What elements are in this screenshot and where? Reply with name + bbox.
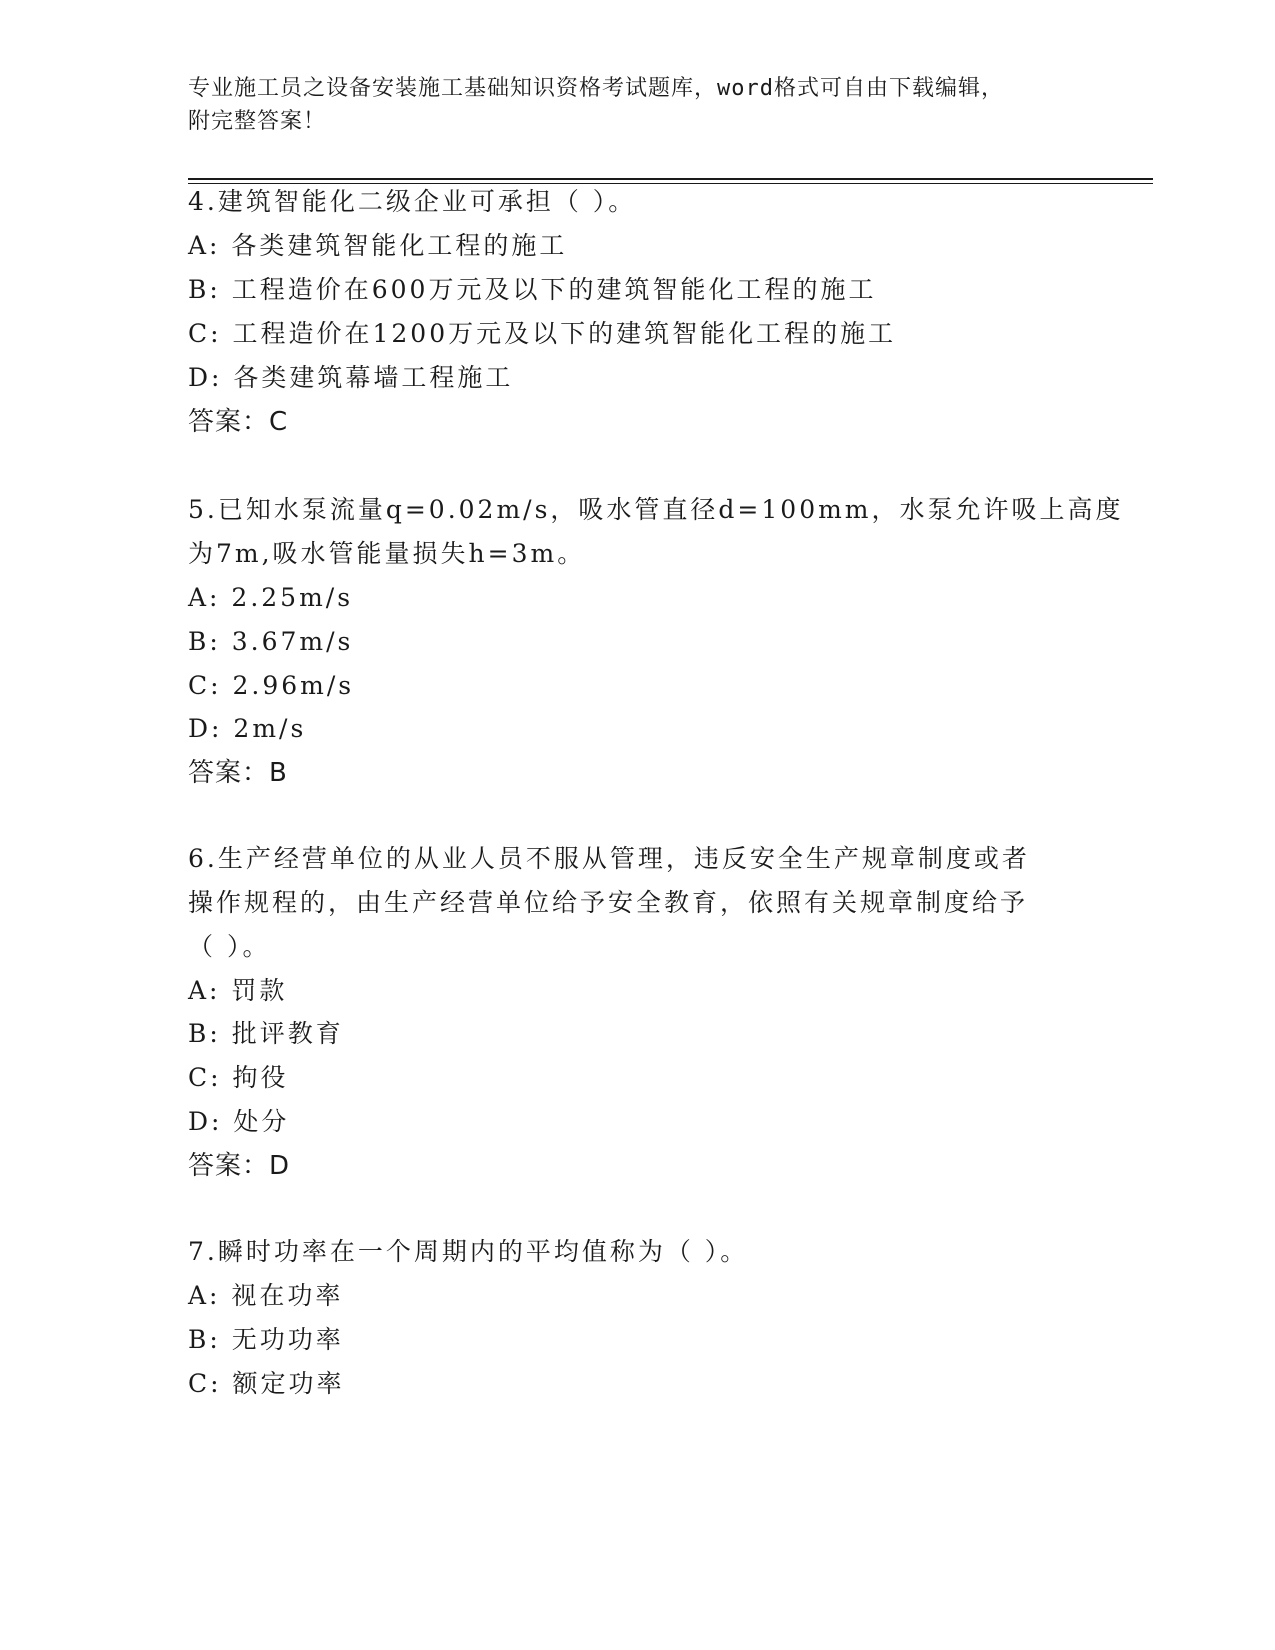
question-6-answer: 答案：D [188,1151,291,1181]
question-7-stem-line-1: 7.瞬时功率在一个周期内的平均值称为（ ）。 [188,1237,749,1266]
question-5-option-c: C: 2.96m/s [188,671,355,700]
question-4-option-c: C: 工程造价在1200万元及以下的建筑智能化工程的施工 [188,319,897,348]
question-5-option-d: D: 2m/s [188,714,307,743]
question-5-stem-line-1: 5.已知水泵流量q=0.02m/s，吸水管直径d=100mm，水泵允许吸上高度 [188,495,1124,524]
question-5-stem-line-2: 为7m,吸水管能量损失h=3m。 [188,539,586,568]
question-6-option-b: B: 批评教育 [188,1019,344,1048]
question-6-option-c: C: 拘役 [188,1063,289,1092]
header-divider-thin [188,183,1153,184]
question-7-option-c: C: 额定功率 [188,1369,345,1398]
question-6-option-d: D: 处分 [188,1107,290,1136]
question-4-option-a: A: 各类建筑智能化工程的施工 [188,231,568,260]
question-4-stem-line-1: 4.建筑智能化二级企业可承担（ ）。 [188,187,637,216]
header-line-1: 专业施工员之设备安装施工基础知识资格考试题库，word格式可自由下载编辑， [188,76,1004,101]
question-4-option-b: B: 工程造价在600万元及以下的建筑智能化工程的施工 [188,275,877,304]
question-6-stem-line-1: 6.生产经营单位的从业人员不服从管理，违反安全生产规章制度或者 [188,844,1030,873]
question-5-option-b: B: 3.67m/s [188,627,354,656]
question-4-answer: 答案：C [188,407,289,437]
document-header [188,72,1068,138]
question-6-stem-line-3: （ ）。 [188,932,271,961]
question-5-option-a: A: 2.25m/s [188,583,354,612]
question-7-option-b: B: 无功功率 [188,1325,344,1354]
question-4-option-d: D: 各类建筑幕墙工程施工 [188,363,514,392]
question-6-option-a: A: 罚款 [188,976,288,1005]
question-6-stem-line-2: 操作规程的，由生产经营单位给予安全教育，依照有关规章制度给予 [188,888,1029,917]
header-line-2: 附完整答案！ [188,109,327,134]
question-5-answer: 答案：B [188,758,288,788]
question-7-option-a: A: 视在功率 [188,1281,344,1310]
header-divider-thick [188,178,1153,180]
